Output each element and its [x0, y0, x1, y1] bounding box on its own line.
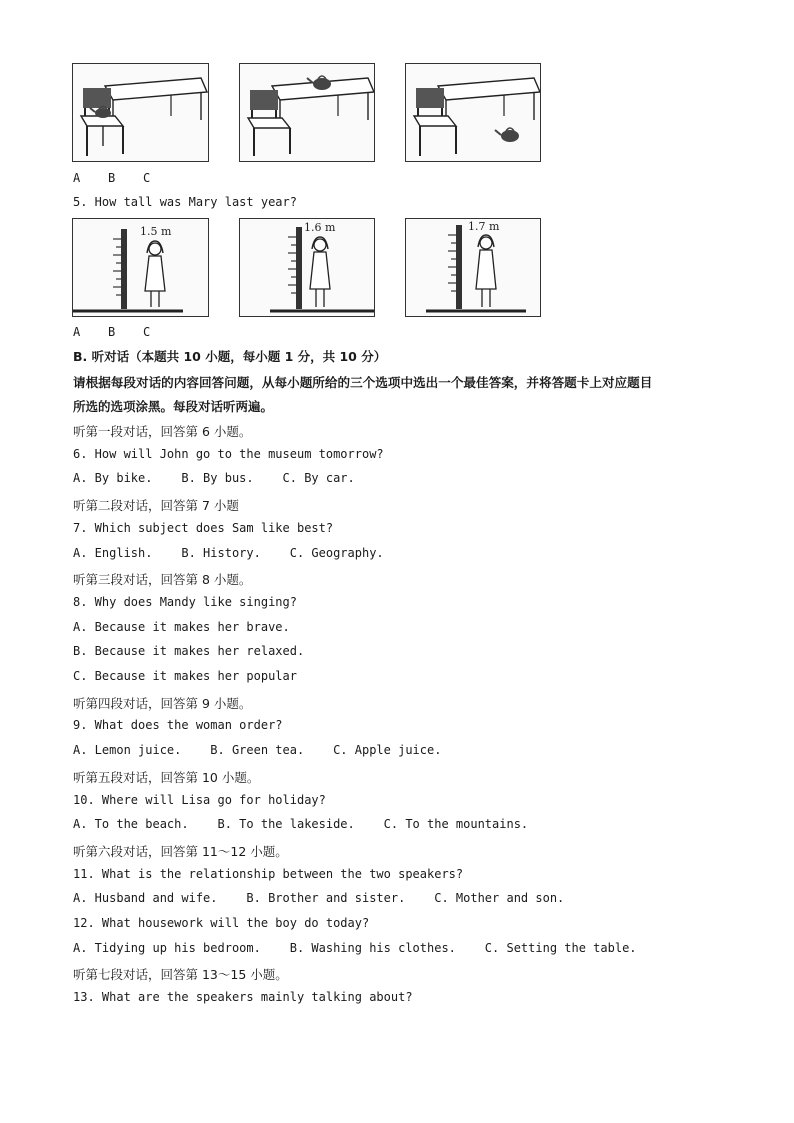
question-line: 8. Why does Mandy like singing?	[73, 594, 297, 609]
girl-height-ruler-icon	[406, 219, 540, 316]
option-c-label: C	[143, 325, 151, 339]
question-line: A. Tidying up his bedroom. B. Washing his clothes. C. Setting the table.	[73, 940, 637, 955]
question-line: 6. How will John go to the museum tomorrow?	[73, 446, 384, 461]
option-b-label: B	[108, 171, 116, 185]
question-line: A. English. B. History. C. Geography.	[73, 545, 384, 560]
dialogue-heading: 听第六段对话，回答第 11～12 小题。	[73, 843, 288, 859]
picture-options-row-2	[73, 325, 178, 339]
question-line: C. Because it makes her popular	[73, 669, 297, 683]
chair-table-teapot-on-floor-icon	[406, 64, 540, 161]
question-line: B. Because it makes her relaxed.	[73, 644, 305, 659]
picture-height-b	[239, 218, 375, 317]
chair-table-teapot-on-chair-icon	[73, 64, 208, 161]
chair-table-teapot-on-table-icon	[240, 64, 374, 161]
question-line: 11. What is the relationship between the two speakers?	[73, 866, 464, 881]
option-a-label: A	[73, 325, 81, 339]
question-line: A. To the beach. B. To the lakeside. C. To the mountains.	[73, 817, 529, 832]
question-line: A. By bike. B. By bus. C. By car.	[73, 471, 355, 486]
question-line: 9. What does the woman order?	[73, 718, 283, 733]
picture-teapot-c	[405, 63, 541, 162]
picture-height-a	[72, 218, 209, 317]
picture-teapot-a	[72, 63, 209, 162]
question-line: 10. Where will Lisa go for holiday?	[73, 792, 326, 807]
picture-teapot-b	[239, 63, 375, 162]
picture-options-row-1	[73, 171, 178, 185]
question-line: 12. What housework will the boy do today?	[73, 916, 370, 930]
picture-height-c	[405, 218, 541, 317]
height-label-b: 1.6 m	[304, 221, 336, 234]
question-line: A. Lemon juice. B. Green tea. C. Apple juice.	[73, 743, 442, 758]
height-label-a: 1.5 m	[140, 225, 172, 238]
section-b-title: B. 听对话（本题共 10 小题，每小题 1 分，共 10 分）	[73, 349, 387, 364]
dialogue-heading: 听第三段对话，回答第 8 小题。	[73, 572, 252, 588]
question-5: 5. How tall was Mary last year?	[73, 195, 297, 209]
option-b-label: B	[108, 325, 116, 339]
dialogue-heading: 听第四段对话，回答第 9 小题。	[73, 695, 252, 711]
question-line: A. Because it makes her brave.	[73, 619, 290, 634]
section-b-instruction-line-1: 请根据每段对话的内容回答问题，从每小题所给的三个选项中选出一个最佳答案，并将答题卡上对应题目	[73, 375, 653, 390]
dialogue-heading: 听第七段对话，回答第 13～15 小题。	[73, 967, 288, 983]
dialogue-heading: 听第五段对话，回答第 10 小题。	[73, 769, 260, 785]
option-a-label: A	[73, 171, 81, 185]
dialogue-heading: 听第二段对话，回答第 7 小题	[73, 498, 239, 514]
option-c-label: C	[143, 171, 151, 185]
question-line: A. Husband and wife. B. Brother and sister. C. Mother and son.	[73, 891, 565, 906]
question-line: 13. What are the speakers mainly talking about?	[73, 990, 413, 1005]
section-b-instruction-line-2: 所选的选项涂黑。每段对话听两遍。	[73, 399, 274, 414]
question-line: 7. Which subject does Sam like best?	[73, 520, 334, 535]
height-label-c: 1.7 m	[468, 220, 500, 233]
dialogue-heading: 听第一段对话，回答第 6 小题。	[73, 424, 252, 439]
